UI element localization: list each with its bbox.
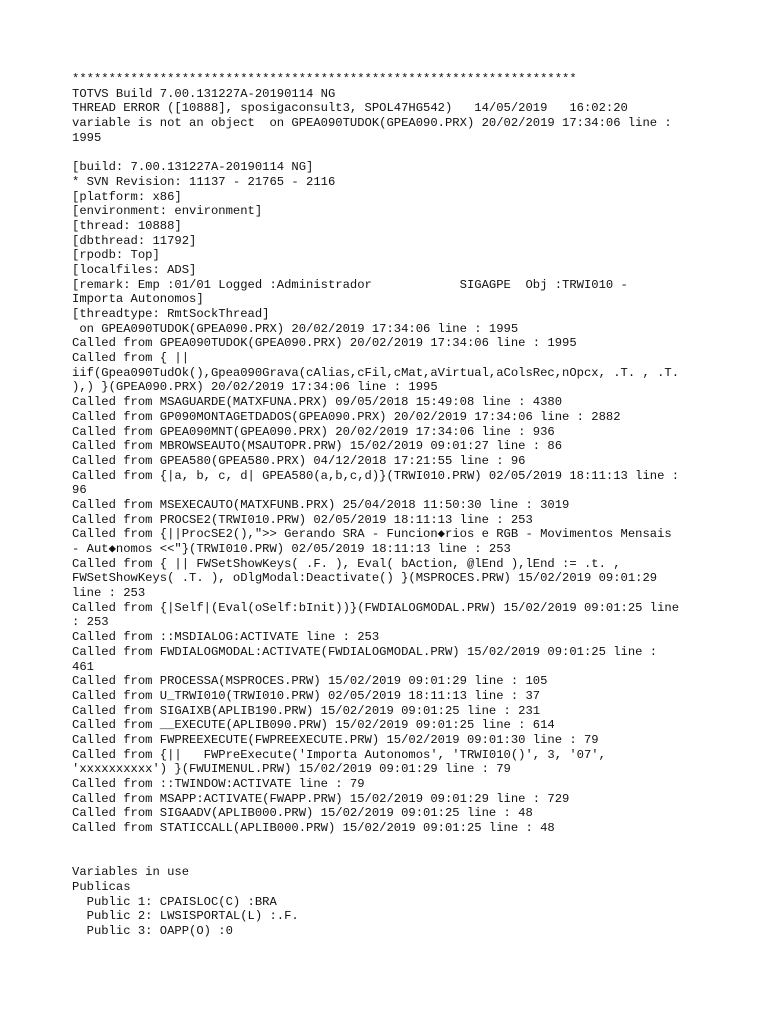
stack-trace-line: Called from __EXECUTE(APLIB090.PRW) 15/02/2019 09:01:25 line : 614 (72, 718, 555, 733)
environment-block (72, 160, 712, 322)
header-line: ********************************************************************* (72, 72, 577, 86)
header-line: 1995 (72, 130, 102, 145)
environment-line: Importa Autonomos] (72, 292, 204, 307)
blank-line (72, 836, 712, 851)
environment-line: * SVN Revision: 11137 - 21765 - 2116 (72, 174, 336, 189)
stack-trace-line: Called from PROCESSA(MSPROCES.PRW) 15/02/2019 09:01:29 line : 105 (72, 674, 548, 689)
variable-line: Public 3: OAPP(O) :0 (72, 923, 233, 938)
environment-line: [rpodb: Top] (72, 248, 160, 263)
header-block (72, 72, 712, 145)
variable-line: Publicas (72, 879, 131, 894)
stack-trace-line: FWSetShowKeys( .T. ), oDlgModal:Deactivate() }(MSPROCES.PRW) 15/02/2019 09:01:29 (72, 571, 658, 586)
stack-trace-line: Called from ::MSDIALOG:ACTIVATE line : 253 (72, 630, 380, 645)
header-line: TOTVS Build 7.00.131227A-20190114 NG (72, 86, 336, 101)
stack-trace-line: Called from GP090MONTAGETDADOS(GPEA090.PRX) 20/02/2019 17:34:06 line : 2882 (72, 409, 621, 424)
stack-trace-line: Called from { || FWSetShowKeys( .F. ), Eval( bAction, @lEnd ),lEnd := .t. , (72, 556, 621, 571)
environment-line: [localfiles: ADS] (72, 262, 197, 277)
stack-trace-line: Called from GPEA090MNT(GPEA090.PRX) 20/02/2019 17:34:06 line : 936 (72, 424, 555, 439)
error-log-document (72, 72, 712, 939)
blank-line (72, 145, 712, 160)
stack-trace-line: ),) }(GPEA090.PRX) 20/02/2019 17:34:06 line : 1995 (72, 380, 438, 395)
stack-trace-line: Called from MSEXECAUTO(MATXFUNB.PRX) 25/04/2018 11:50:30 line : 3019 (72, 497, 570, 512)
stack-trace-line: Called from GPEA580(GPEA580.PRX) 04/12/2018 17:21:55 line : 96 (72, 453, 526, 468)
environment-line: [dbthread: 11792] (72, 233, 197, 248)
stack-trace-line: - Aut◆nomos <<"}(TRWI010.PRW) 02/05/2019 18:11:13 line : 253 (72, 542, 511, 556)
environment-line: [remark: Emp :01/01 Logged :Administrador SIGAGPE Obj :TRWI010 - (72, 277, 628, 292)
stack-trace-line: Called from SIGAIXB(APLIB190.PRW) 15/02/2019 09:01:25 line : 231 (72, 703, 541, 718)
environment-line: [thread: 10888] (72, 218, 182, 233)
stack-trace-line: Called from GPEA090TUDOK(GPEA090.PRX) 20/02/2019 17:34:06 line : 1995 (72, 336, 577, 351)
environment-line: [threadtype: RmtSockThread] (72, 307, 270, 321)
stack-trace-line: Called from MSAGUARDE(MATXFUNA.PRX) 09/05/2018 15:49:08 line : 4380 (72, 395, 563, 410)
environment-line: [environment: environment] (72, 204, 263, 219)
stack-trace-line: Called from {|Self|(Eval(oSelf:bInit))}(FWDIALOGMODAL.PRW) 15/02/2019 09:01:25 line (72, 600, 680, 615)
variable-line: Public 1: CPAISLOC(C) :BRA (72, 894, 277, 909)
stack-trace-line: Called from FWPREEXECUTE(FWPREEXECUTE.PRW) 15/02/2019 09:01:30 line : 79 (72, 732, 599, 747)
stack-trace-line: iif(Gpea090TudOk(),Gpea090Grava(cAlias,cFil,cMat,aVirtual,aColsRec,nOpcx, .T. , .T. (72, 365, 680, 380)
stack-trace-line: Called from { || (72, 351, 190, 366)
header-line: THREAD ERROR ([10888], sposigaconsult3, SPOL47HG542) 14/05/2019 16:02:20 (72, 101, 628, 116)
stack-trace-line: Called from U_TRWI010(TRWI010.PRW) 02/05/2019 18:11:13 line : 37 (72, 688, 541, 703)
stack-trace-line: 461 (72, 659, 94, 674)
stack-trace-line: Called from STATICCALL(APLIB000.PRW) 15/02/2019 09:01:25 line : 48 (72, 821, 555, 836)
header-line: variable is not an object on GPEA090TUDOK(GPEA090.PRX) 20/02/2019 17:34:06 line : (72, 116, 672, 131)
stack-trace-line: Called from FWDIALOGMODAL:ACTIVATE(FWDIALOGMODAL.PRW) 15/02/2019 09:01:25 line : (72, 644, 658, 659)
stack-trace-line: 'xxxxxxxxxx') }(FWUIMENUL.PRW) 15/02/2019 09:01:29 line : 79 (72, 762, 511, 777)
stack-trace-line: Called from ::TWINDOW:ACTIVATE line : 79 (72, 777, 365, 791)
environment-line: [platform: x86] (72, 189, 182, 204)
stack-trace-line: on GPEA090TUDOK(GPEA090.PRX) 20/02/2019 17:34:06 line : 1995 (72, 321, 519, 336)
stack-trace-line: Called from {|| FWPreExecute('Importa Autonomos', 'TRWI010()', 3, '07', (72, 747, 606, 762)
stack-trace-line: Called from {||ProcSE2(),">> Gerando SRA - Funcion◆rios e RGB - Movimentos Mensais (72, 527, 672, 542)
stack-trace-line: Called from MBROWSEAUTO(MSAUTOPR.PRW) 15/02/2019 09:01:27 line : 86 (72, 439, 563, 454)
stack-trace-line: Called from SIGAADV(APLIB000.PRW) 15/02/2019 09:01:25 line : 48 (72, 806, 533, 821)
environment-line: [build: 7.00.131227A-20190114 NG] (72, 160, 314, 175)
stack-trace-line: Called from {|a, b, c, d| GPEA580(a,b,c,d)}(TRWI010.PRW) 02/05/2019 18:11:13 line : (72, 468, 680, 483)
stack-trace-line: Called from PROCSE2(TRWI010.PRW) 02/05/2019 18:11:13 line : 253 (72, 512, 533, 527)
variable-line: Public 2: LWSISPORTAL(L) :.F. (72, 909, 299, 924)
variables-block (72, 865, 712, 938)
stack-trace-block (72, 322, 712, 836)
stack-trace-line: line : 253 (72, 586, 146, 601)
variable-line: Variables in use (72, 865, 190, 880)
stack-trace-line: 96 (72, 483, 87, 498)
stack-trace-line: : 253 (72, 615, 109, 630)
stack-trace-line: Called from MSAPP:ACTIVATE(FWAPP.PRW) 15/02/2019 09:01:29 line : 729 (72, 791, 570, 806)
blank-line (72, 850, 712, 865)
